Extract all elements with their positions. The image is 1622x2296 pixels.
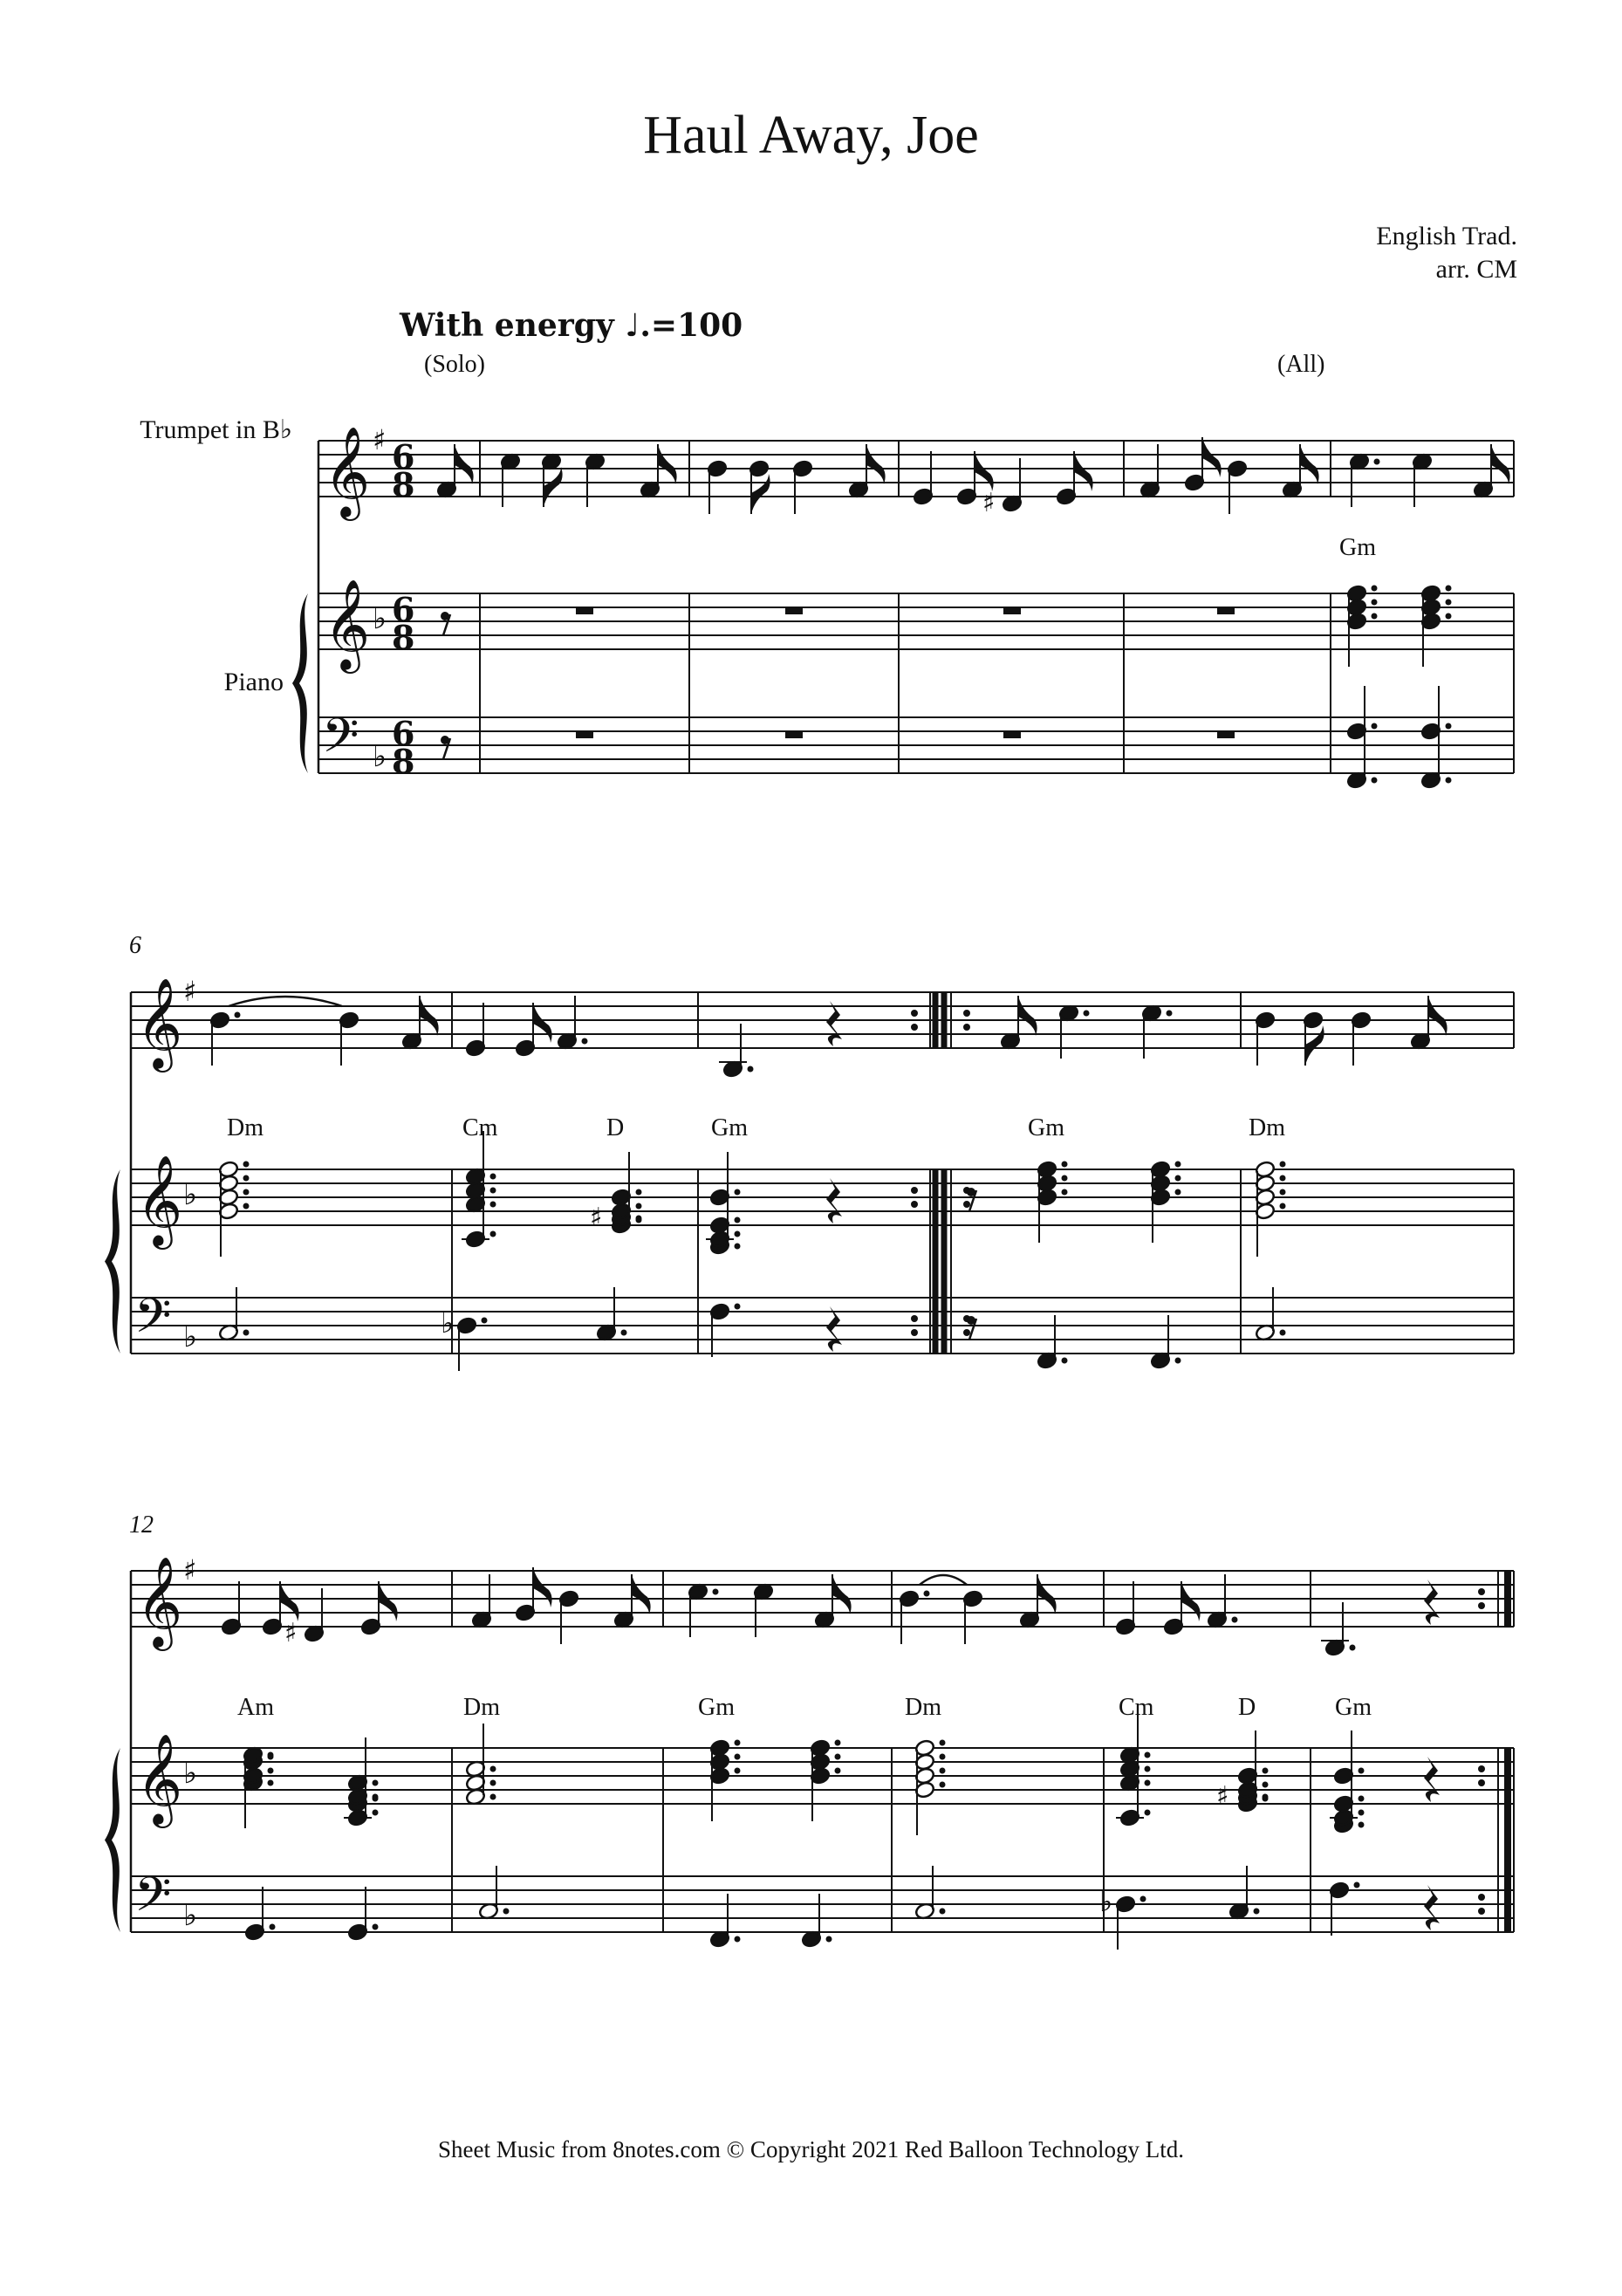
chord-symbol: Am [237, 1694, 274, 1721]
augmentation-dot [243, 1203, 250, 1210]
augmentation-dot [582, 1038, 588, 1045]
key-signature-flat-icon: ♭ [373, 739, 387, 774]
chord-symbol: Dm [463, 1694, 500, 1721]
eighth-flag [379, 1581, 398, 1621]
repeat-dot [1478, 1602, 1485, 1609]
eighth-flag [1300, 444, 1319, 484]
treble-clef-icon: 𝄞 [136, 1733, 183, 1825]
augmentation-dot [1372, 600, 1378, 606]
quarter-rest [1424, 1580, 1440, 1625]
eighth-flag [632, 1574, 651, 1614]
repeat-dot [963, 1024, 970, 1031]
tempo-value: =100 [650, 307, 743, 344]
augmentation-dot [1280, 1203, 1286, 1210]
augmentation-dot [940, 1754, 946, 1760]
augmentation-dot [1175, 1189, 1181, 1196]
augmentation-dot [735, 1244, 741, 1250]
eighth-flag [1202, 437, 1222, 477]
flat-icon: ♭ [1099, 1885, 1113, 1918]
key-signature-sharp-icon: ♯ [183, 1553, 197, 1587]
copyright-footer: Sheet Music from 8notes.com © Copyright 2021 Red Balloon Technology Ltd. [437, 2136, 1185, 2162]
piano-label: Piano [223, 668, 284, 696]
augmentation-dot [243, 1330, 250, 1336]
key-signature-sharp-icon: ♯ [373, 423, 387, 456]
augmentation-dot [1175, 1358, 1181, 1364]
quarter-rest [826, 1178, 842, 1223]
augmentation-dot [735, 1754, 741, 1760]
augmentation-dot [1354, 1882, 1360, 1888]
augmentation-dot [1280, 1175, 1286, 1182]
augmentation-dot [1062, 1162, 1068, 1168]
all-direction: (All) [1277, 351, 1325, 378]
augmentation-dot [490, 1794, 496, 1800]
augmentation-dot [243, 1175, 250, 1182]
augmentation-dot [482, 1318, 488, 1324]
whole-rest [785, 731, 803, 738]
augmentation-dot [1145, 1810, 1151, 1816]
whole-rest [1003, 607, 1021, 614]
chord-symbol: Gm [711, 1114, 748, 1141]
piano-brace-icon [292, 593, 308, 773]
repeat-dot [911, 1187, 918, 1194]
augmentation-dot [748, 1066, 754, 1073]
eighth-flag [1018, 996, 1037, 1036]
augmentation-dot [1372, 778, 1378, 784]
key-signature-flat-icon: ♭ [183, 1756, 198, 1791]
augmentation-dot [1280, 1189, 1286, 1196]
eighth-flag [832, 1574, 852, 1614]
augmentation-dot [243, 1189, 250, 1196]
tie [229, 997, 342, 1006]
eighth-flag [1181, 1581, 1201, 1621]
augmentation-dot [1350, 1645, 1356, 1651]
augmentation-dot [940, 1909, 946, 1915]
augmentation-dot [1263, 1768, 1269, 1774]
augmentation-dot [490, 1231, 496, 1237]
eighth-flag [420, 996, 439, 1036]
chord-symbol: Gm [698, 1694, 735, 1721]
augmentation-dot [1140, 1896, 1146, 1902]
key-signature-flat-icon: ♭ [183, 1177, 198, 1212]
eighth-flag [533, 1003, 552, 1043]
eighth-flag [975, 451, 994, 491]
augmentation-dot [735, 1231, 741, 1237]
eighth-flag [280, 1581, 299, 1621]
augmentation-dot [490, 1202, 496, 1208]
key-signature-flat-icon: ♭ [183, 1319, 198, 1354]
key-signature-sharp-icon: ♯ [183, 975, 197, 1008]
eighth-flag [658, 444, 677, 484]
augmentation-dot [1446, 600, 1452, 606]
augmentation-dot [1263, 1782, 1269, 1788]
augmentation-dot [1145, 1752, 1151, 1758]
repeat-dot [1478, 1765, 1485, 1772]
repeat-dot [911, 1315, 918, 1322]
eighth-flag [866, 444, 886, 484]
eighth-flag [533, 1567, 552, 1607]
measure-number: 6 [129, 932, 141, 959]
augmentation-dot [826, 1936, 832, 1943]
augmentation-dot [1359, 1768, 1365, 1774]
augmentation-dot [636, 1203, 642, 1210]
sharp-icon: ♯ [284, 1618, 298, 1648]
repeat-dot [911, 1010, 918, 1017]
augmentation-dot [490, 1766, 496, 1772]
augmentation-dot [268, 1780, 274, 1786]
augmentation-dot [735, 1217, 741, 1223]
repeat-dot [1478, 1908, 1485, 1915]
quarter-rest [826, 1306, 842, 1352]
augmentation-dot [373, 1794, 379, 1800]
quarter-rest [1424, 1885, 1440, 1930]
treble-clef-icon: 𝄞 [324, 579, 371, 670]
augmentation-dot [490, 1780, 496, 1786]
augmentation-dot [1446, 778, 1452, 784]
eighth-flag [1491, 444, 1510, 484]
augmentation-dot [940, 1768, 946, 1774]
augmentation-dot [1254, 1909, 1260, 1915]
treble-clef-icon: 𝄞 [136, 977, 183, 1069]
repeat-dot [963, 1201, 970, 1208]
tempo-text: With energy [400, 307, 614, 344]
augmentation-dot [1359, 1796, 1365, 1802]
composer-name: English Trad. [1376, 222, 1517, 250]
augmentation-dot [1280, 1162, 1286, 1168]
augmentation-dot [735, 1304, 741, 1310]
augmentation-dot [270, 1924, 276, 1930]
chord-symbol: Gm [1339, 534, 1376, 561]
time-signature-denominator: 8 [392, 465, 415, 504]
time-signature-numerator: 6 [392, 437, 415, 476]
augmentation-dot [373, 1780, 379, 1786]
bass-clef-icon: 𝄢 [134, 1867, 172, 1934]
time-signature-numerator: 6 [392, 590, 415, 629]
augmentation-dot [636, 1216, 642, 1222]
eighth-flag [544, 467, 563, 507]
time-signature-denominator: 8 [392, 742, 415, 781]
augmentation-dot [373, 1924, 379, 1930]
time-signature-denominator: 8 [392, 618, 415, 657]
augmentation-dot [1372, 613, 1378, 620]
solo-direction: (Solo) [424, 351, 485, 378]
repeat-dot [911, 1201, 918, 1208]
repeat-dot [911, 1329, 918, 1336]
whole-rest [1003, 731, 1021, 738]
chord-symbol: D [606, 1114, 625, 1141]
bass-clef-icon: 𝄢 [322, 708, 359, 775]
augmentation-dot [1062, 1189, 1068, 1196]
augmentation-dot [235, 1012, 241, 1018]
augmentation-dot [490, 1188, 496, 1194]
whole-rest [576, 607, 593, 614]
measure-number: 12 [129, 1511, 154, 1539]
augmentation-dot [735, 1189, 741, 1196]
augmentation-dot [735, 1740, 741, 1746]
page-title: Haul Away, Joe [643, 106, 979, 165]
eighth-flag [1428, 996, 1447, 1036]
augmentation-dot [1062, 1175, 1068, 1182]
key-signature-flat-icon: ♭ [183, 1898, 198, 1933]
augmentation-dot [735, 1768, 741, 1774]
augmentation-dot [713, 1589, 719, 1595]
trumpet-label: Trumpet in B♭ [140, 415, 292, 444]
whole-rest [1217, 731, 1235, 738]
piano-brace-icon [105, 1169, 120, 1354]
augmentation-dot [1167, 1011, 1173, 1017]
augmentation-dot [1359, 1810, 1365, 1816]
repeat-dot [963, 1010, 970, 1017]
repeat-dot [1478, 1779, 1485, 1786]
augmentation-dot [835, 1754, 841, 1760]
augmentation-dot [1062, 1358, 1068, 1364]
augmentation-dot [1359, 1822, 1365, 1828]
sharp-icon: ♯ [590, 1203, 603, 1233]
arranger-name: arr. CM [1435, 255, 1517, 284]
treble-clef-icon: 𝄞 [136, 1155, 183, 1246]
augmentation-dot [1446, 613, 1452, 620]
chord-symbol: D [1238, 1694, 1256, 1721]
repeat-dot [1478, 1894, 1485, 1901]
augmentation-dot [835, 1740, 841, 1746]
treble-clef-icon: 𝄞 [136, 1556, 183, 1648]
augmentation-dot [835, 1768, 841, 1774]
augmentation-dot [636, 1189, 642, 1196]
chord-symbol: Dm [227, 1114, 263, 1141]
augmentation-dot [940, 1782, 946, 1788]
whole-rest [785, 607, 803, 614]
treble-clef-icon: 𝄞 [324, 426, 371, 517]
time-signature-numerator: 6 [392, 714, 415, 753]
eighth-flag [455, 444, 474, 484]
chord-symbol: Gm [1335, 1694, 1372, 1721]
augmentation-dot [268, 1768, 274, 1774]
augmentation-dot [243, 1162, 250, 1168]
augmentation-dot [1372, 723, 1378, 730]
piano-brace-icon [105, 1748, 120, 1932]
eighth-flag [1074, 451, 1093, 491]
augmentation-dot [1446, 586, 1452, 592]
sharp-icon: ♯ [1216, 1781, 1229, 1812]
eighth-flag [751, 474, 770, 514]
eighth-flag [1305, 1025, 1324, 1066]
chord-symbol: Dm [905, 1694, 941, 1721]
eighth-flag [1037, 1574, 1057, 1614]
chord-symbol: Dm [1249, 1114, 1285, 1141]
bass-clef-icon: 𝄢 [134, 1288, 172, 1355]
augmentation-dot [1280, 1330, 1286, 1336]
sharp-icon: ♯ [982, 488, 996, 518]
augmentation-dot [1372, 586, 1378, 592]
augmentation-dot [940, 1740, 946, 1746]
augmentation-dot [1232, 1617, 1238, 1623]
repeat-dot [911, 1024, 918, 1031]
augmentation-dot [1145, 1780, 1151, 1786]
repeat-dot [963, 1329, 970, 1336]
augmentation-dot [1175, 1175, 1181, 1182]
augmentation-dot [1084, 1011, 1090, 1017]
dotted-quarter-note-icon: ♩. [625, 307, 651, 344]
flat-icon: ♭ [441, 1306, 455, 1340]
augmentation-dot [735, 1936, 741, 1943]
augmentation-dot [1446, 723, 1452, 730]
augmentation-dot [1374, 459, 1380, 465]
whole-rest [1217, 607, 1235, 614]
chord-symbol: Gm [1028, 1114, 1064, 1141]
augmentation-dot [373, 1810, 379, 1816]
quarter-rest [826, 1001, 842, 1046]
key-signature-flat-icon: ♭ [373, 601, 387, 636]
augmentation-dot [1175, 1162, 1181, 1168]
repeat-dot [1478, 1588, 1485, 1595]
tie [920, 1575, 967, 1585]
quarter-rest [1424, 1757, 1440, 1802]
augmentation-dot [1263, 1794, 1269, 1800]
augmentation-dot [268, 1752, 274, 1758]
augmentation-dot [1145, 1766, 1151, 1772]
chord-symbol: Cm [462, 1114, 498, 1141]
augmentation-dot [503, 1909, 510, 1915]
augmentation-dot [621, 1330, 627, 1336]
augmentation-dot [490, 1174, 496, 1180]
augmentation-dot [924, 1591, 930, 1597]
chord-symbol: Cm [1119, 1694, 1154, 1721]
whole-rest [576, 731, 593, 738]
